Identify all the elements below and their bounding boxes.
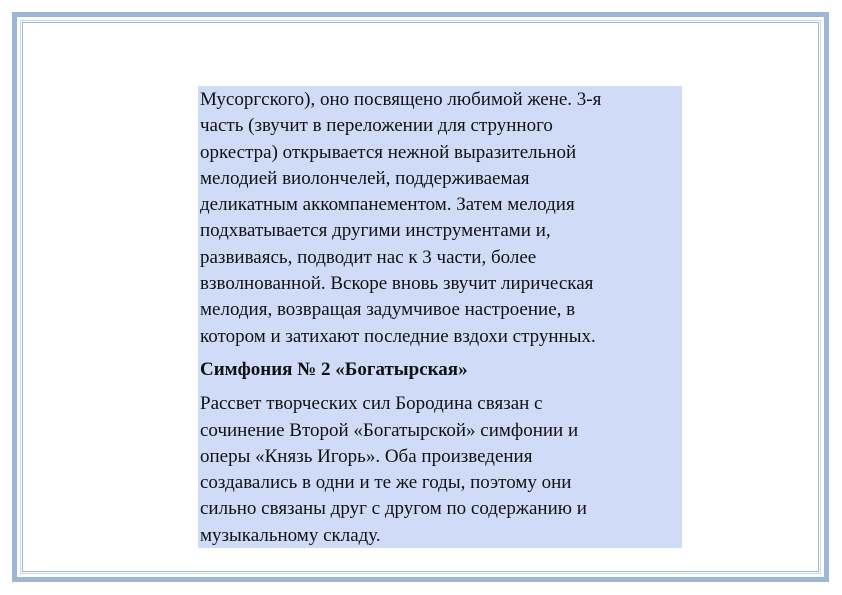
paragraph-symphony-part: Мусоргского), оно посвящено любимой жене. 3-я часть (звучит в переложении для струнного оркестра) открывается нежной выразительной мелодией виолончелей, поддерживаемая деликатным аккомпанементом. Затем мелодия подхватывается другими инструментами и, развиваясь, подводит нас к 3 части, более взволнованной. Вскоре вновь звучит лирическая мелодия, возвращая задумчивое настроение, в котором и затихают последние вздохи струнных. bbox=[200, 89, 602, 347]
section-heading: Симфония № 2 «Богатырская» bbox=[200, 358, 468, 380]
text-block bbox=[198, 86, 682, 548]
paragraph-bogatyrskaya: Рассвет творческих сил Бородина связан с сочинение Второй «Богатырской» симфонии и оперы «Князь Игорь». Оба произведения создавались в одни и те же годы, поэтому они сильно связаны друг с другом по содержанию и музыкальному складу. bbox=[200, 393, 587, 546]
